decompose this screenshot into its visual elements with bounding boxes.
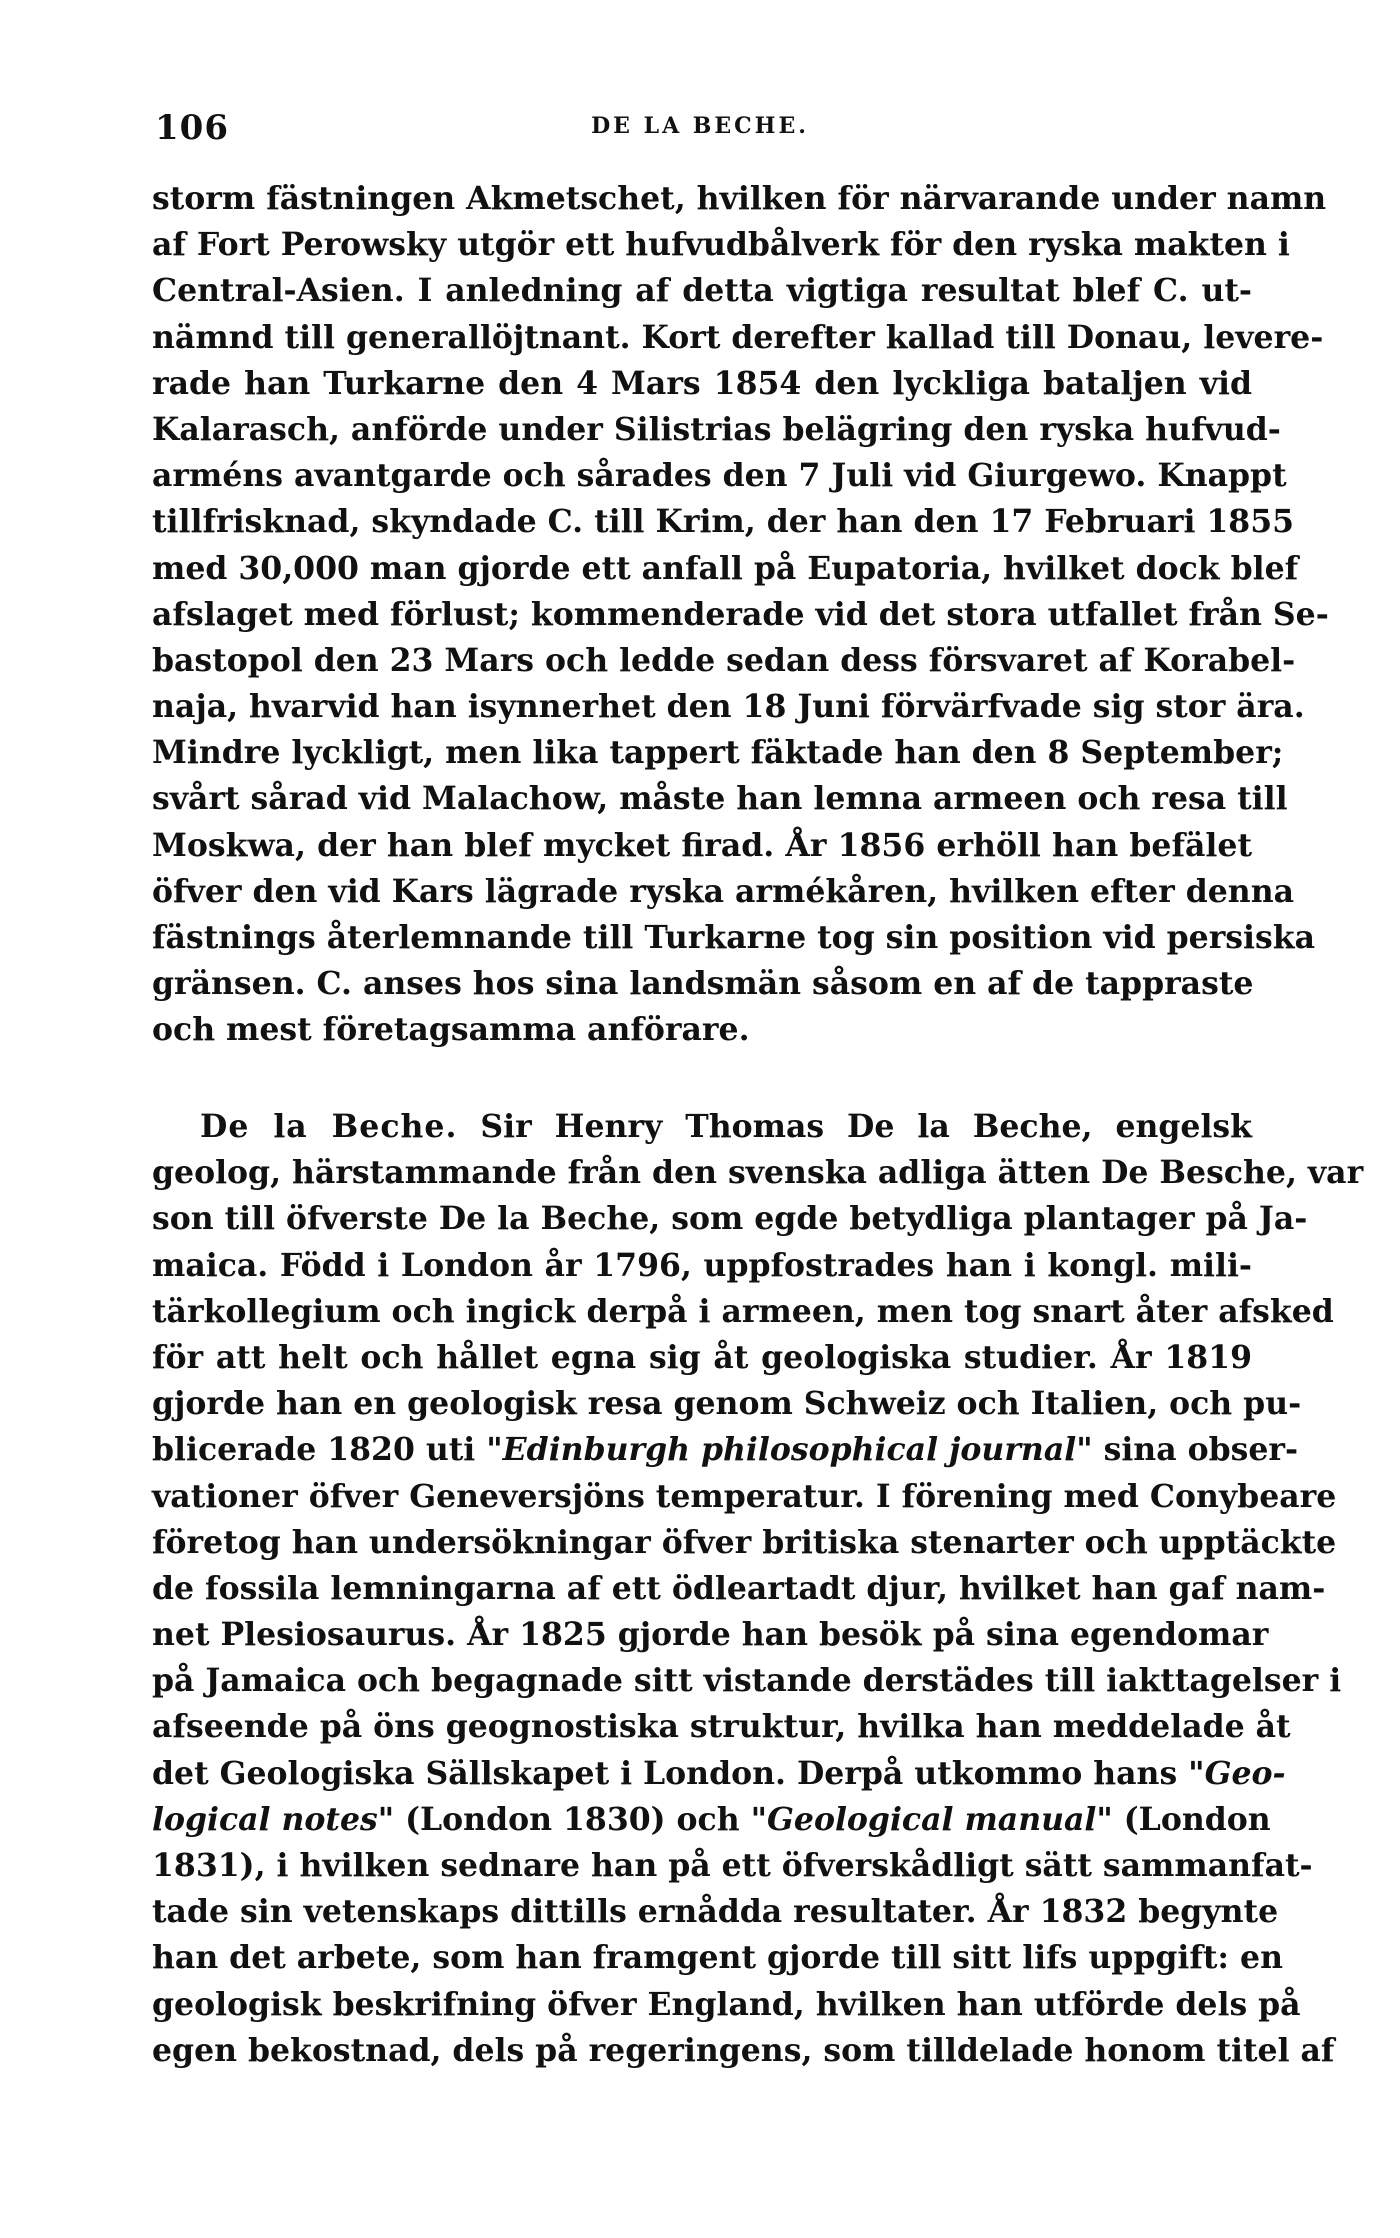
text-line: naja, hvarvid han isynnerhet den 18 Juni förvärfvade sig stor ära. [152,688,1305,726]
text-line: egen bekostnad, dels på regeringens, som tilldelade honom titel af [152,2031,1335,2069]
text-line: tillfrisknad, skyndade C. till Krim, der han den 17 Februari 1855 [152,503,1295,541]
text-line: på Jamaica och begagnade sitt vistande derstädes till iakttagelser i [152,1662,1342,1700]
text-line: han det arbete, som han framgent gjorde till sitt lifs uppgift: en [152,1939,1283,1977]
text-span: (London 1830) och [394,1800,751,1838]
running-head: DE LA BECHE. [591,113,809,139]
text-span: det Geologiska Sällskapet i London. Derpå utkommo hans [152,1754,1189,1792]
text-line: afseende på öns geognostiska struktur, hvilka han meddelade åt [152,1708,1291,1746]
text-line: storm fästningen Akmetschet, hvilken för närvarande under namn [152,180,1327,217]
text-line: de fossila lemningarna af ett ödleartadt djur, hvilket han gaf nam- [152,1569,1326,1607]
text-span: (London [1112,1800,1271,1838]
text-line [152,1751,1286,1797]
text-line: tärkollegium och ingick derpå i armeen, men tog snart åter afsked [152,1292,1334,1330]
text-line: Mindre lyckligt, men lika tappert fäktade han den 8 September; [152,734,1284,772]
text-line: net Plesiosaurus. År 1825 gjorde han besök på sina egendomar [152,1616,1269,1654]
text-line: nämnd till generallöjtnant. Kort derefter kallad till Donau, levere- [152,318,1324,356]
book-title: "Geological manual" [750,1800,1113,1838]
text-line [152,1427,1299,1473]
text-line [152,1797,1271,1843]
text-line: svårt sårad vid Malachow, måste han lemna armeen och resa till [152,780,1288,818]
text-line: bastopol den 23 Mars och ledde sedan dess försvaret af Korabel- [152,641,1296,679]
text-line: gränsen. C. anses hos sina landsmän såsom en af de tappraste [152,965,1254,1003]
text-line: företog han undersökningar öfver britiska stenarter och upptäckte [152,1523,1337,1561]
text-line: 1831), i hvilken sednare han på ett öfverskådligt sätt sammanfat- [152,1847,1313,1884]
text-line: vationer öfver Geneversjöns temperatur. I förening med Conybeare [152,1477,1337,1515]
text-line: geologisk beskrifning öfver England, hvilken han utförde dels på [152,1985,1301,2023]
page-number: 106 [155,108,229,148]
paragraph-continuation [152,176,1329,1054]
text-line: Central-Asien. I anledning af detta vigtiga resultat blef C. ut- [152,272,1252,310]
text-line: öfver den vid Kars lägrade ryska armékåren, hvilken efter denna [152,872,1295,910]
text-line: tade sin vetenskaps dittills ernådda resultater. År 1832 begynte [152,1893,1279,1931]
text-line: gjorde han en geologisk resa genom Schweiz och Italien, och pu- [152,1385,1302,1423]
text-line: med 30,000 man gjorde ett anfall på Eupatoria, hvilket dock blef [152,549,1299,587]
text-line: fästnings återlemnande till Turkarne tog sin position vid persiska [152,919,1315,956]
journal-title: "Edinburgh philosophical journal" [486,1431,1093,1469]
paragraph-de-la-beche [152,1104,1364,2074]
text-span: sina obser- [1092,1431,1299,1469]
book-title: logical notes" [152,1800,395,1838]
text-line: afslaget med förlust; kommenderade vid det stora utfallet från Se- [152,595,1329,633]
text-line: rade han Turkarne den 4 Mars 1854 den lyckliga bataljen vid [152,364,1252,402]
text-line: Moskwa, der han blef mycket firad. År 1856 erhöll han befälet [152,826,1252,864]
entry-heading: De la Beche. [200,1108,458,1145]
text-line: son till öfverste De la Beche, som egde betydliga plantager på Ja- [152,1200,1308,1238]
text-line: geolog, härstammande från den svenska adliga ätten De Besche, var [152,1154,1364,1192]
text-line: och mest företagsamma anförare. [152,1011,750,1049]
text-line [152,1104,1252,1150]
text-line: Kalarasch, anförde under Silistrias belägring den ryska hufvud- [152,410,1281,448]
book-title: "Geo- [1188,1754,1286,1792]
text-line: arméns avantgarde och sårades den 7 Juli vid Giurgewo. Knappt [152,457,1287,495]
text-line: för att helt och hållet egna sig åt geologiska studier. År 1819 [152,1338,1252,1376]
text-span: blicerade 1820 uti [152,1431,487,1469]
text-span: Sir Henry Thomas De la Beche, engelsk [480,1108,1252,1145]
text-line: af Fort Perowsky utgör ett hufvudbålverk för den ryska makten i [152,226,1290,264]
text-line: maica. Född i London år 1796, uppfostrades han i kongl. mili- [152,1246,1252,1284]
